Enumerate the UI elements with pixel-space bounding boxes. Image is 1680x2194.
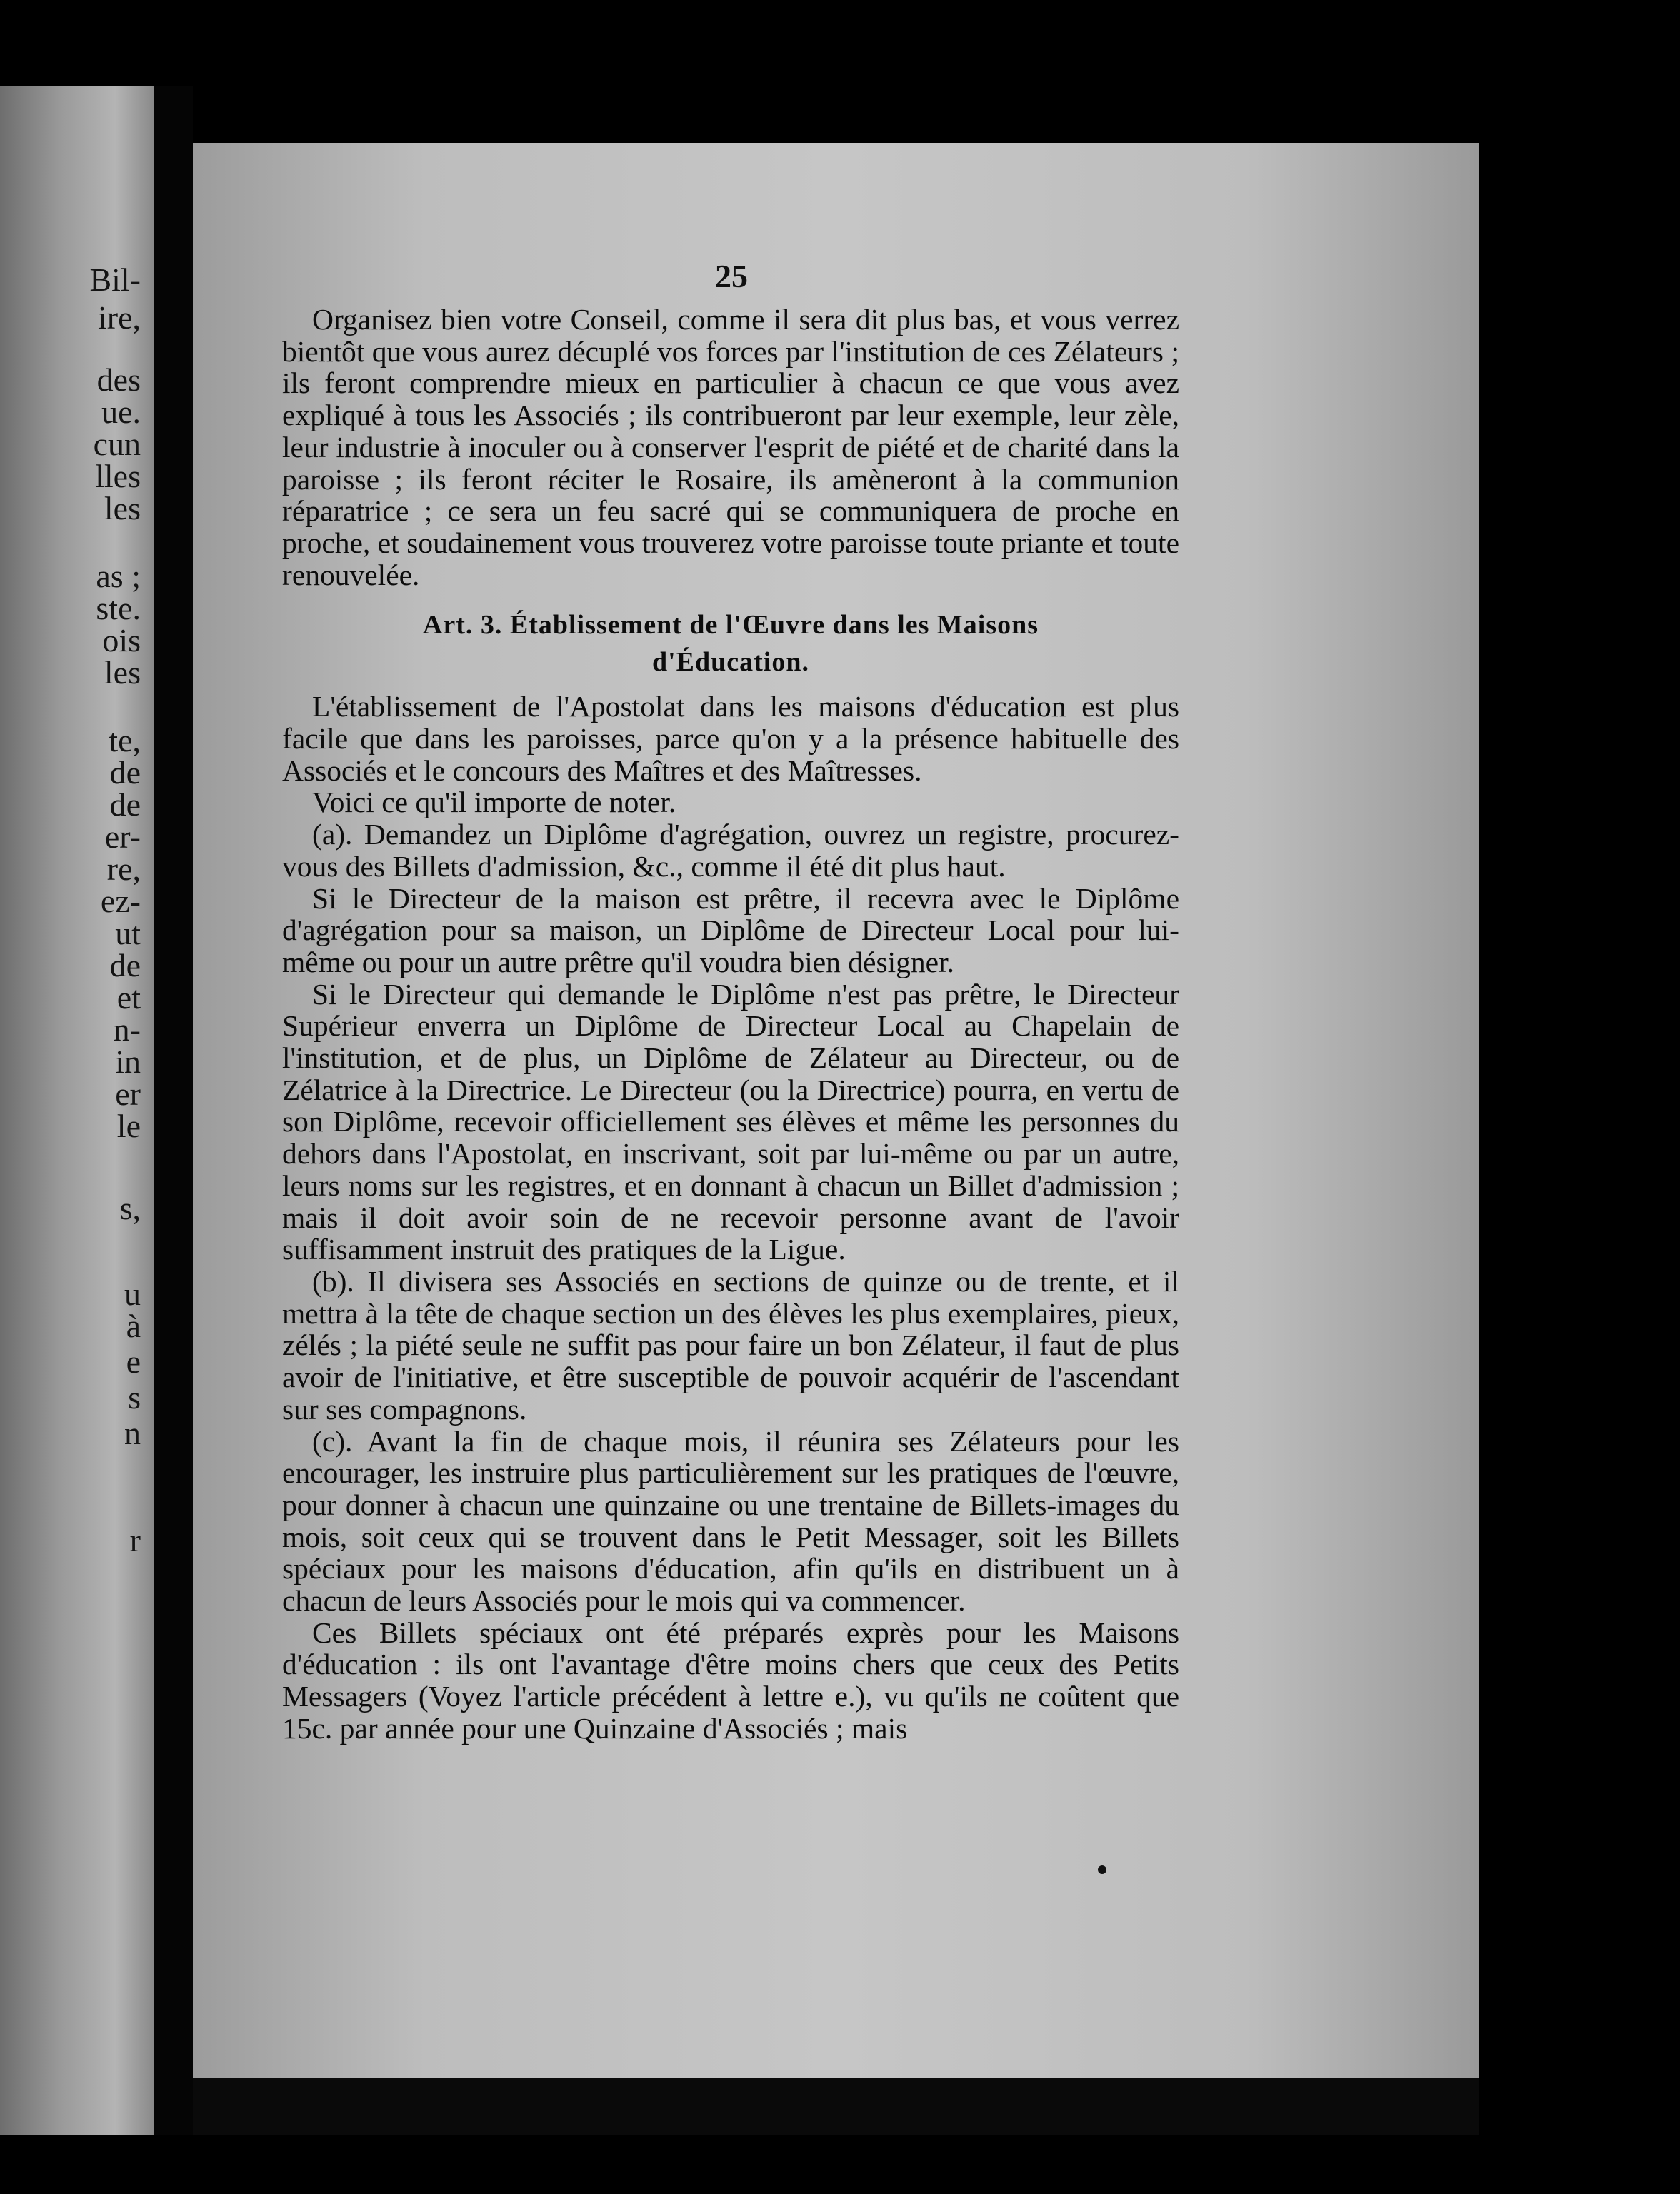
- left-page-fragment: te,: [109, 722, 141, 758]
- left-page-fragment: s,: [119, 1190, 141, 1226]
- paragraph-c: (c). Avant la fin de chaque mois, il réunira ses Zélateurs pour les encourager, les instruire plus particulièrement sur les pratiques de l'œuvre, pour donner à chacun une quinzaine ou une trentaine de Billets-images du mois, soit ceux qui se trouvent dans le Petit Messager, soit les Billets spéciaux pour les maisons d'éducation, afin qu'ils en distribuent un à chacun de leurs Associés pour le mois qui va commencer.: [282, 1424, 1179, 1618]
- left-page-fragment: de: [109, 786, 141, 823]
- left-page-fragment: ut: [115, 915, 141, 951]
- left-page-fragment: ste.: [96, 590, 141, 626]
- left-page-fragment: as ;: [96, 558, 141, 594]
- left-page-fragment: et: [116, 979, 141, 1016]
- paragraph-b: (b). Il divisera ses Associés en sections de quinze ou de trente, et il mettra à la tête de chaque section un des élèves les plus exemplaires, pieux, zélés ; la piété seule ne suffit pas pour faire un bon Zélateur, il faut de plus avoir de l'initiative, et être susceptible de pouvoir acquérir de l'ascendant sur ses compagnons.: [282, 1264, 1179, 1426]
- left-page-fragment: ois: [102, 622, 141, 658]
- paragraph-directeur-non-pretre: Si le Directeur qui demande le Diplôme n'est pas prêtre, le Directeur Supérieur enverra un Diplôme de Directeur Local au Chapelain de l'institution, et de plus, un Diplôme de Zélateur au Directeur, ou de Zélatrice à la Directrice. Le Directeur (ou la Directrice) pourra, en vertu de son Diplôme, recevoir officiellement ses élèves et même les personnes du dehors dans l'Apostolat, en inscrivant, soit par lui-même ou par un autre, leurs noms sur les registres, et en donnant à chacun un Billet d'admission ; mais il doit avoir soin de ne recevoir personne avant de l'avoir suffisamment instruit des pratiques de la Ligue.: [282, 977, 1179, 1266]
- page-body: [282, 304, 1179, 1745]
- left-page-fragment: les: [104, 490, 141, 526]
- left-page-fragment: er: [115, 1076, 141, 1112]
- left-page-fragment: à: [126, 1308, 141, 1344]
- left-page-fragment: er-: [104, 818, 141, 855]
- left-page-fragment: de: [109, 754, 141, 791]
- left-page-fragment: e: [126, 1343, 141, 1380]
- left-page-fragment: ue.: [101, 394, 141, 430]
- left-page-fragment: ire,: [97, 299, 141, 336]
- left-page-fragment: ez-: [100, 883, 141, 919]
- left-facing-page: [0, 86, 154, 2135]
- paragraph-conseil: Organisez bien votre Conseil, comme il sera dit plus bas, et vous verrez bientôt que vous aurez décuplé vos forces par l'institution de ces Zélateurs ; ils feront comprendre mieux en particulier à chacun ce que vous avez expliqué à tous les Associés ; ils contribueront par leur exemple, leur zèle, leur industrie à inoculer ou à conserver l'esprit de piété et de charité dans la paroisse ; ils feront réciter le Rosaire, ils amèneront à la communion réparatrice ; ce sera un feu sacré qui se communiquera de proche en proche, et soudainement vous trouverez votre paroisse toute priante et toute renouvelée.: [282, 303, 1179, 591]
- left-page-fragment: le: [116, 1108, 141, 1144]
- page-number: 25: [715, 258, 748, 294]
- left-page-fragment: re,: [106, 851, 141, 887]
- paragraph-noter: Voici ce qu'il importe de noter.: [312, 786, 676, 819]
- section-heading-line-1: Art. 3. Établissement de l'Œuvre dans les Maisons: [422, 610, 1039, 641]
- paragraph-billets-speciaux: Ces Billets spéciaux ont été préparés exprès pour les Maisons d'éducation : ils ont l'avantage d'être moins chers que ceux des Petits Messagers (Voyez l'article précédent à lettre e.), vu qu'ils ne coûtent que 15c. par année pour une Quinzaine d'Associés ; mais: [282, 1616, 1179, 1745]
- left-page-fragment: r: [129, 1522, 141, 1558]
- left-page-fragment: de: [109, 947, 141, 983]
- left-page-fragment: n: [124, 1415, 141, 1451]
- paragraph-directeur-pretre: Si le Directeur de la maison est prêtre, il recevra avec le Diplôme d'agrégation pour sa maison, un Diplôme de Directeur Local pour lui-même ou pour un autre prêtre qu'il voudra bien désigner.: [282, 881, 1179, 978]
- section-heading: [282, 606, 1179, 681]
- left-page-fragment: des: [96, 361, 141, 398]
- bottom-shadow: [193, 2078, 1479, 2135]
- left-page-fragment: lles: [95, 458, 141, 494]
- ink-dot: [1098, 1865, 1106, 1874]
- left-page-fragment: s: [128, 1379, 141, 1416]
- paragraph-a: (a). Demandez un Diplôme d'agrégation, ouvrez un registre, procurez-vous des Billets d'admission, &c., comme il été dit plus haut.: [282, 818, 1179, 883]
- left-page-fragment: in: [115, 1043, 141, 1080]
- section-heading-line-2: d'Éducation.: [651, 647, 810, 678]
- left-page-fragment: les: [104, 654, 141, 691]
- left-page-fragment: Bil-: [89, 261, 141, 298]
- left-page-fragment: cun: [93, 426, 141, 462]
- paragraph-etablissement: L'établissement de l'Apostolat dans les maisons d'éducation est plus facile que dans les paroisses, parce qu'on y a la présence habituelle des Associés et le concours des Maîtres et des Maîtresses.: [282, 690, 1179, 787]
- left-page-fragment: n-: [113, 1011, 141, 1048]
- book-gutter: [154, 86, 193, 2135]
- left-page-fragment: u: [124, 1276, 141, 1312]
